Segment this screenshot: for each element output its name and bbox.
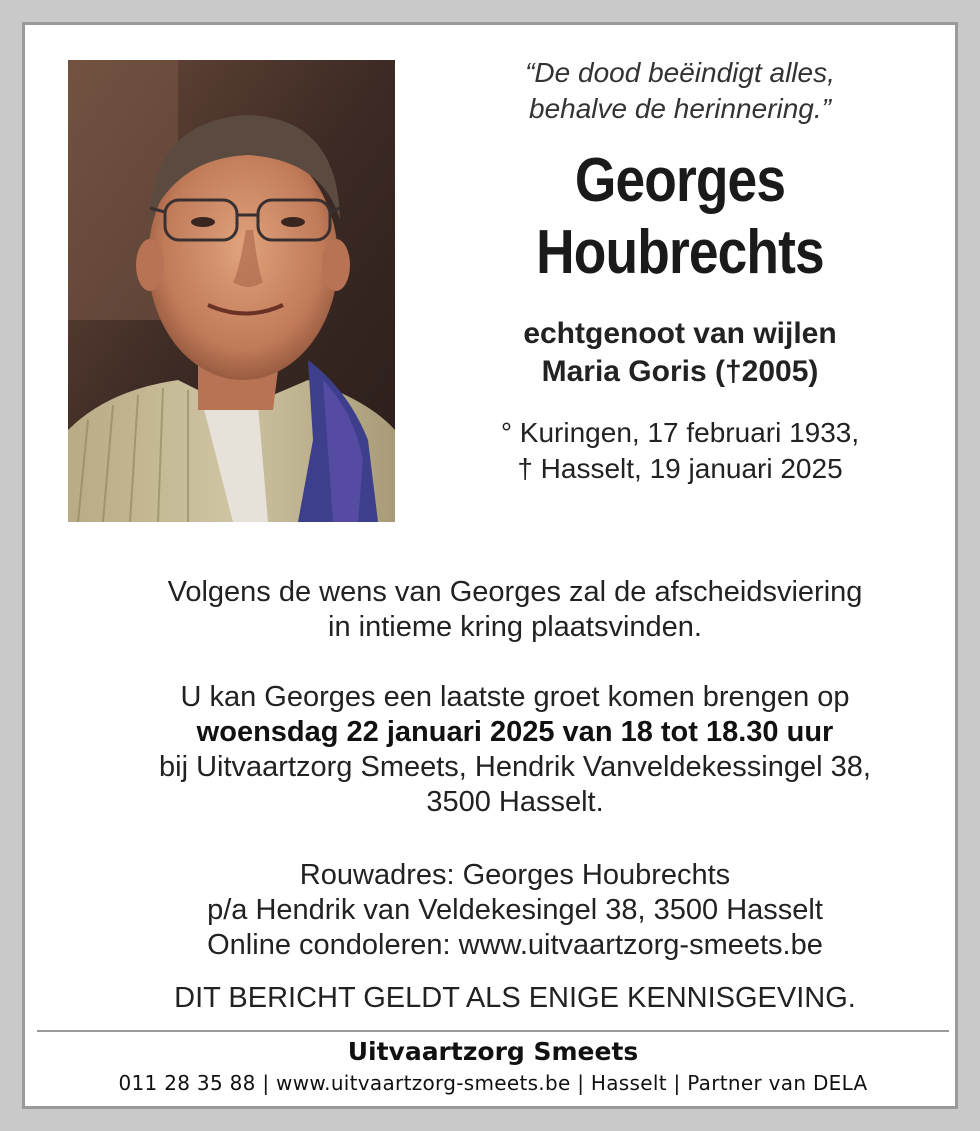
farewell-line-1: Volgens de wens van Georges zal de afscheidsviering xyxy=(167,576,863,608)
obituary-card xyxy=(22,22,958,1109)
header-text xyxy=(445,55,915,487)
birth-date: ° Kuringen, 17 februari 1933, xyxy=(500,417,860,448)
mourning-address-line-1: Rouwadres: Georges Houbrechts xyxy=(299,859,731,891)
funeral-home-contact: 011 28 35 88 | www.uitvaartzorg-smeets.be | Hasselt | Partner van DELA xyxy=(118,1071,868,1095)
last-name: Houbrechts xyxy=(536,218,824,287)
spouse-info xyxy=(445,315,915,391)
funeral-home-name: Uitvaartzorg Smeets xyxy=(347,1037,639,1066)
visitation-text xyxy=(75,680,955,820)
first-name: Georges xyxy=(574,146,786,215)
online-condolence: Online condoleren: www.uitvaartzorg-smeets.be xyxy=(207,929,823,961)
memorial-quote xyxy=(445,55,915,127)
portrait-illustration xyxy=(68,60,395,522)
deceased-name xyxy=(478,145,882,289)
mourning-address-line-2: p/a Hendrik van Veldekesingel 38, 3500 Hasselt xyxy=(207,894,823,926)
portrait-photo xyxy=(68,60,395,522)
farewell-text xyxy=(75,575,955,645)
visitation-line-3: bij Uitvaartzorg Smeets, Hendrik Vanveldekessingel 38, xyxy=(159,751,871,783)
spouse-line-2: Maria Goris (†2005) xyxy=(541,355,819,388)
quote-line-1: “De dood beëindigt alles, xyxy=(525,57,835,88)
life-dates xyxy=(445,415,915,487)
farewell-line-2: in intieme kring plaatsvinden. xyxy=(328,611,702,643)
visitation-line-4: 3500 Hasselt. xyxy=(426,786,604,818)
mourning-address xyxy=(75,858,955,963)
visitation-datetime: woensdag 22 januari 2025 van 18 tot 18.30 uur xyxy=(196,716,834,748)
spouse-line-1: echtgenoot van wijlen xyxy=(523,317,837,350)
notice-text: DIT BERICHT GELDT ALS ENIGE KENNISGEVING. xyxy=(174,982,856,1014)
footer-divider xyxy=(37,1030,949,1032)
death-date: † Hasselt, 19 januari 2025 xyxy=(517,453,843,484)
visitation-line-1: U kan Georges een laatste groet komen brengen op xyxy=(180,681,850,713)
quote-line-2: behalve de herinnering.” xyxy=(529,93,831,124)
